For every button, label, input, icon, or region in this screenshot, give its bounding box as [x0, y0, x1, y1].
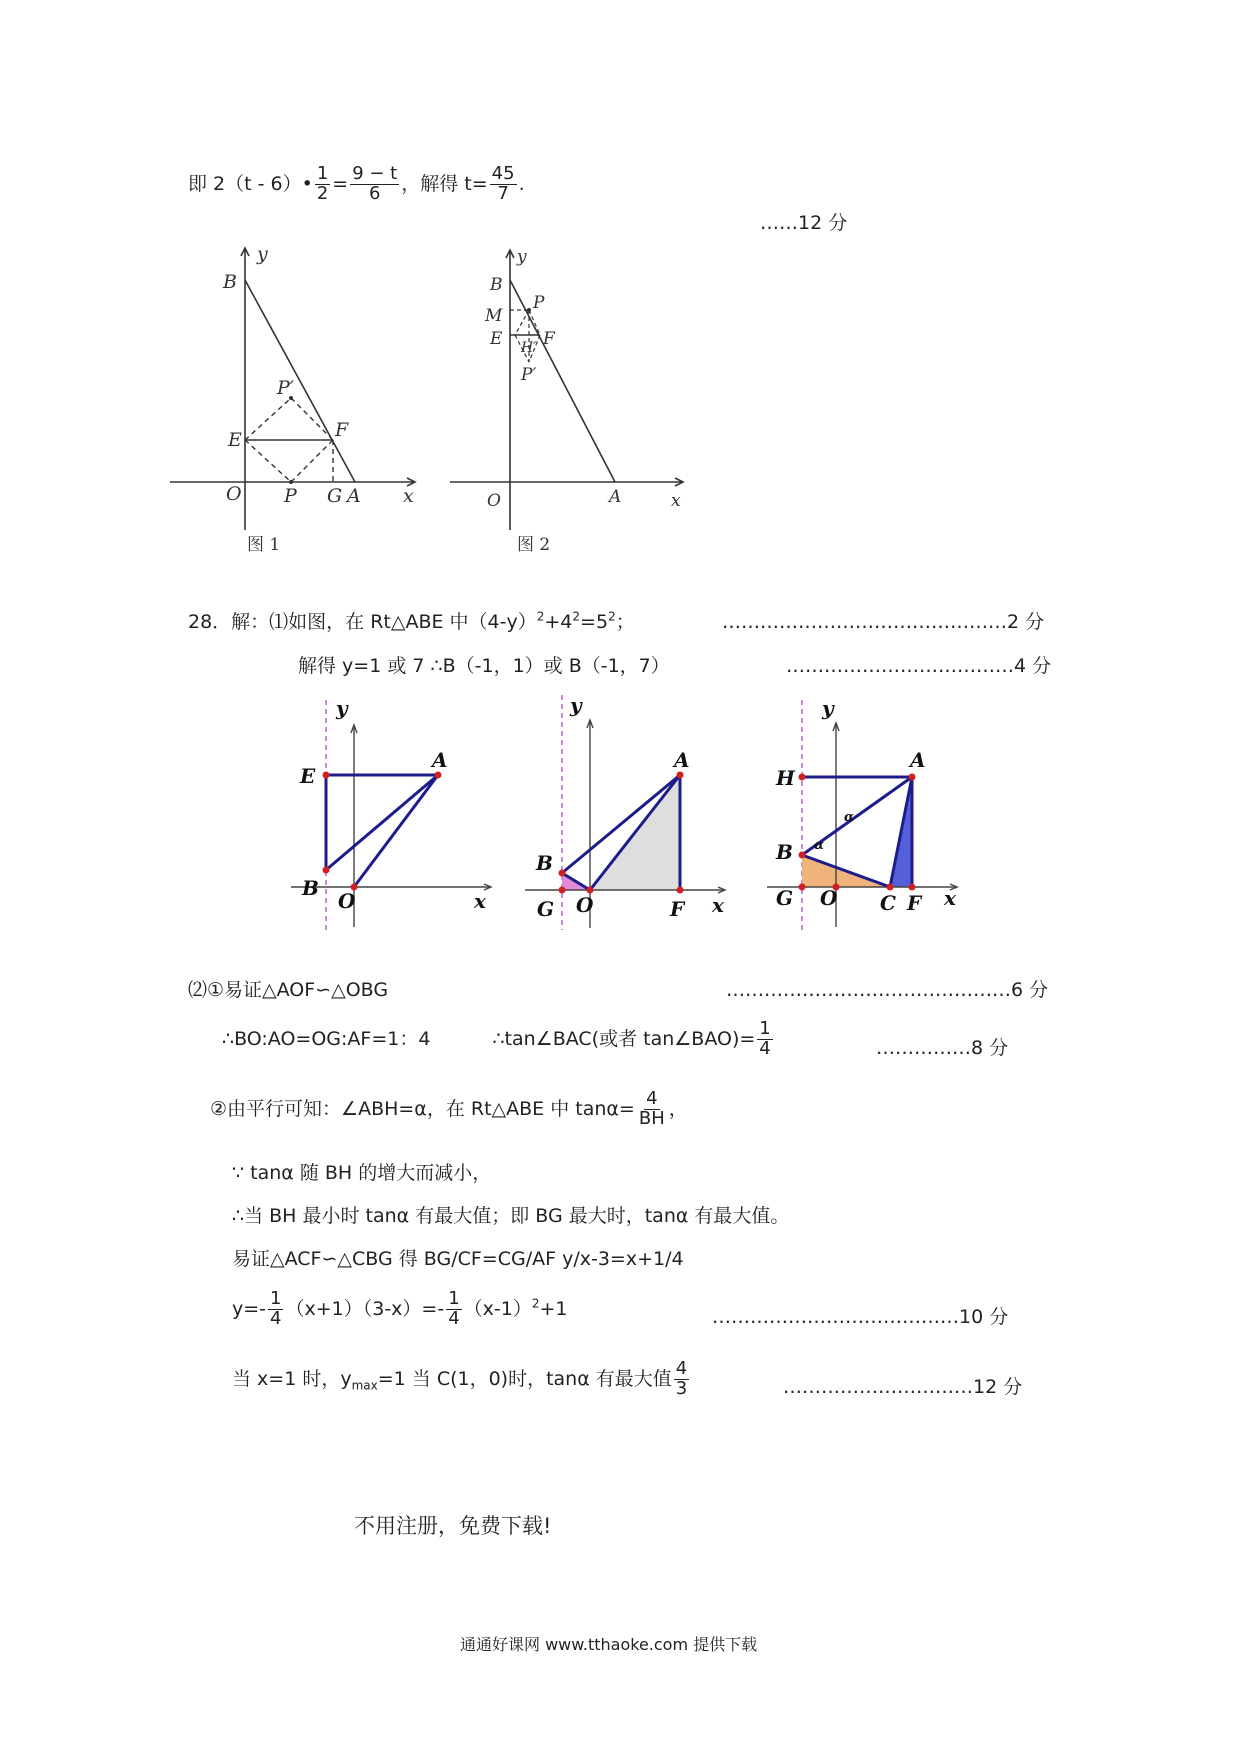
fig1-label-p-prime: P′: [277, 377, 295, 399]
fig2-label-x: x: [671, 491, 681, 511]
g3-label-alpha2: α: [814, 838, 825, 853]
g2-label-f: F: [670, 897, 685, 921]
graph-2: [520, 690, 740, 935]
part2-score-8: ……………8 分: [876, 1037, 1009, 1059]
g2-label-a: A: [674, 748, 690, 772]
part2-line8: 当 x=1 时，$y_{max}=1$ 当 C(1，0)时，tanα 有最大值 $\frac{4}{3}$: [232, 1358, 688, 1399]
g2-label-y: y: [570, 693, 582, 717]
fig1-caption: 图 1: [247, 535, 281, 555]
part2-line4: ∵ tanα 随 BH 的增大而减小，: [232, 1162, 492, 1184]
g3-label-b: B: [776, 840, 793, 864]
g2-label-g: G: [537, 897, 555, 921]
fig1-label-p: P: [284, 485, 297, 507]
fig2-label-m: M: [485, 306, 503, 326]
fraction-one-half: $\frac{1}{2}$: [316, 163, 329, 204]
fig1-label-f: F: [335, 419, 349, 441]
formula-prefix: 即 2（t - 6）•: [188, 172, 313, 195]
fig2-label-b: B: [490, 275, 503, 295]
score-12-top: ……12 分: [760, 212, 848, 234]
part2-line7: y=- $\frac{1}{4}$ （x+1）（3-x）=- $\frac{1}{4}$ $(x-1)^2+1$: [232, 1288, 568, 1329]
fraction-1-4-b: $\frac{1}{4}$: [448, 1288, 460, 1329]
g1-label-x: x: [474, 889, 486, 913]
fig2-label-p-prime: P′: [521, 365, 537, 385]
g3-label-a: A: [910, 748, 926, 772]
q28-score-4: ………………………………4 分: [786, 655, 1052, 677]
fig2-label-a: A: [609, 487, 622, 507]
footer-source: 通通好课网 www.tthaoke.com 提供下载: [460, 1635, 758, 1654]
g3-label-o: O: [820, 886, 838, 910]
fraction-4-bh: $\frac{4}{BH}$: [638, 1088, 665, 1129]
top-formula: 即 2（t - 6）• $\frac{1}{2}$ = $\frac{9 - t}{6}$ ，解得 t= $\frac{45}{7}$ .: [188, 163, 525, 204]
g3-label-f: F: [907, 891, 922, 915]
g3-label-g: G: [776, 886, 794, 910]
g3-label-c: C: [880, 891, 896, 915]
fig1-label-b: B: [223, 271, 237, 293]
g1-label-y: y: [336, 696, 348, 720]
fig1-label-g: G: [327, 485, 343, 507]
fig2-label-f: F: [543, 329, 555, 349]
fraction-45-7: $\frac{45}{7}$: [491, 163, 515, 204]
g1-label-o: O: [338, 889, 356, 913]
fig1-label-x: x: [403, 485, 414, 507]
fig2-caption: 图 2: [517, 535, 551, 555]
promo-text: 不用注册，免费下载!: [354, 1514, 552, 1538]
part2-line1: ⑵①易证△AOF∽△OBG: [188, 979, 389, 1001]
part2-score-6: ………………………………………6 分: [726, 979, 1049, 1001]
g2-label-x: x: [712, 893, 724, 917]
fig1-label-a: A: [347, 485, 361, 507]
g3-label-x: x: [944, 886, 956, 910]
fraction-1-4: $\frac{1}{4}$: [759, 1018, 771, 1059]
fig2-label-p: P: [533, 293, 545, 313]
figure-1: [165, 240, 435, 560]
graph-3: [762, 695, 982, 935]
g1-label-a: A: [432, 748, 448, 772]
part2-line6: 易证△ACF∽△CBG 得 BG/CF=CG/AF y/x-3=x+1/4: [232, 1248, 684, 1270]
figure-2: [445, 240, 695, 560]
graph-1: [286, 695, 506, 935]
part2-line5: ∴当 BH 最小时 tanα 有最大值；即 BG 最大时，tanα 有最大值。: [232, 1205, 790, 1227]
fig1-label-y: y: [257, 243, 268, 265]
fig1-label-e: E: [228, 429, 242, 451]
g1-label-b: B: [302, 876, 319, 900]
g2-label-b: B: [536, 851, 553, 875]
q28-line2: 解得 y=1 或 7 ∴B（-1，1）或 B（-1，7）: [298, 655, 670, 677]
part2-line2: ∴BO:AO=OG:AF=1：4 ∴tan∠BAC(或者 tan∠BAO)= $\frac{1}{4}$: [222, 1018, 771, 1059]
part2-score-10: …………………………………10 分: [712, 1306, 1009, 1328]
g3-label-h: H: [776, 766, 795, 790]
q28-line1: 28．解：⑴如图，在 Rt△ABE 中$(4-y)^2+4^2=5^2$；: [188, 609, 635, 633]
g3-label-alpha1: α: [844, 810, 855, 825]
fraction-9-minus-t: $\frac{9 - t}{6}$: [352, 163, 398, 204]
fig2-label-e: E: [490, 329, 503, 349]
g2-label-o: O: [576, 893, 594, 917]
fig2-label-o: O: [487, 491, 501, 511]
fraction-1-4-a: $\frac{1}{4}$: [270, 1288, 282, 1329]
fig1-label-o: O: [226, 483, 242, 505]
q28-score-2: ………………………………………2 分: [722, 611, 1045, 633]
fig2-label-h: H′: [521, 340, 537, 356]
part2-score-12: …………………………12 分: [783, 1376, 1023, 1398]
part2-line3: ②由平行可知：∠ABH=α，在 Rt△ABE 中 tanα= $\frac{4}{BH}$ ，: [210, 1088, 688, 1129]
g1-label-e: E: [300, 764, 316, 788]
fraction-4-3: $\frac{4}{3}$: [675, 1358, 688, 1399]
fig2-label-y: y: [517, 247, 527, 267]
g3-label-y: y: [822, 696, 834, 720]
